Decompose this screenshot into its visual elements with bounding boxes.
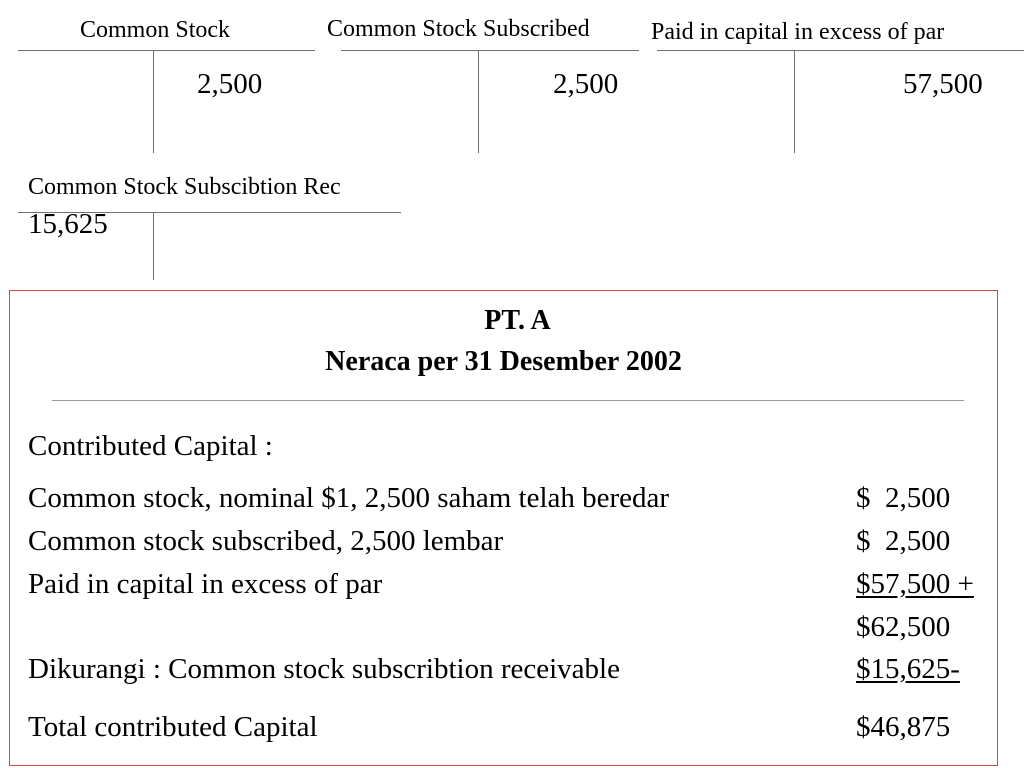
- heading-divider: [52, 400, 964, 401]
- line-item-label: Dikurangi : Common stock subscribtion receivable: [28, 653, 620, 685]
- t-account-title: Common Stock Subscibtion Rec: [28, 174, 341, 200]
- line-item-amount: $62,500: [856, 611, 951, 643]
- balance-sheet-heading: Neraca per 31 Desember 2002: [325, 346, 682, 377]
- t-account-top-line: [18, 50, 315, 51]
- line-item-label: Common stock, nominal $1, 2,500 saham telah beredar: [28, 482, 670, 514]
- t-account-top-line: [341, 50, 639, 51]
- t-account-center-line: [153, 50, 154, 153]
- t-account-credit-value: 2,500: [197, 68, 263, 100]
- line-item-amount: $15,625-: [856, 653, 960, 685]
- t-account-center-line: [478, 50, 479, 153]
- line-item-amount: $57,500 +: [856, 568, 974, 600]
- t-account-title: Common Stock Subscribed: [327, 16, 590, 42]
- t-account-center-line: [153, 212, 154, 280]
- section-label: Contributed Capital :: [28, 430, 273, 462]
- t-account-title: Common Stock: [80, 17, 231, 43]
- t-account-title: Paid in capital in excess of par: [651, 19, 945, 45]
- t-account-debit-value: 15,625: [28, 208, 108, 240]
- line-item-amount: $46,875: [856, 711, 951, 743]
- t-account-center-line: [794, 50, 795, 153]
- line-item-label: Paid in capital in excess of par: [28, 568, 383, 600]
- t-account-credit-value: 2,500: [553, 68, 619, 100]
- line-item-amount: $ 2,500: [856, 525, 951, 557]
- line-item-amount: $ 2,500: [856, 482, 951, 514]
- balance-sheet: [9, 290, 998, 766]
- line-item-label: Common stock subscribed, 2,500 lembar: [28, 525, 504, 557]
- t-account-credit-value: 57,500: [903, 68, 983, 100]
- company-name: PT. A: [484, 305, 551, 336]
- t-account-top-line: [657, 50, 1024, 51]
- line-item-label: Total contributed Capital: [28, 711, 318, 743]
